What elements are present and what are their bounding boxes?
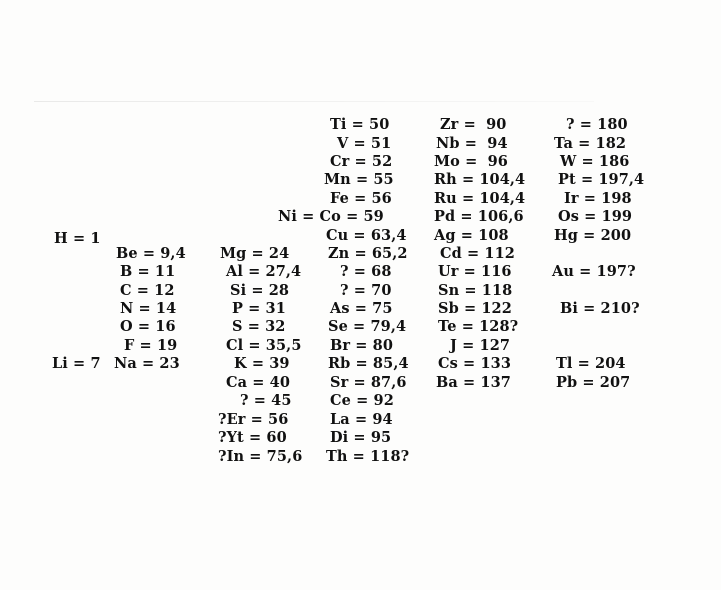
element-unknown-45: ? = 45 xyxy=(240,392,292,409)
element-se: Se = 79,4 xyxy=(328,318,407,335)
element-zn: Zn = 65,2 xyxy=(328,245,408,262)
element-ca: Ca = 40 xyxy=(226,374,291,391)
element-ce: Ce = 92 xyxy=(330,392,394,409)
element-k: K = 39 xyxy=(234,355,290,372)
element-cu: Cu = 63,4 xyxy=(326,227,407,244)
element-fe: Fe = 56 xyxy=(330,190,392,207)
element-sb: Sb = 122 xyxy=(438,300,512,317)
element-mo: Mo = 96 xyxy=(434,153,508,170)
element-pt: Pt = 197,4 xyxy=(558,171,645,188)
element-mn: Mn = 55 xyxy=(324,171,394,188)
top-rule xyxy=(34,101,594,102)
element-cl: Cl = 35,5 xyxy=(226,337,302,354)
element-w: W = 186 xyxy=(560,153,630,170)
element-s: S = 32 xyxy=(232,318,286,335)
element-zr: Zr = 90 xyxy=(440,116,507,133)
element-ba: Ba = 137 xyxy=(436,374,511,391)
element-unknown-180: ? = 180 xyxy=(566,116,628,133)
element-si: Si = 28 xyxy=(230,282,290,299)
element-be: Be = 9,4 xyxy=(116,245,186,262)
element-n: N = 14 xyxy=(120,300,177,317)
element-sn: Sn = 118 xyxy=(438,282,513,299)
element-ti: Ti = 50 xyxy=(330,116,390,133)
element-rh: Rh = 104,4 xyxy=(434,171,526,188)
element-unknown-70: ? = 70 xyxy=(340,282,392,299)
element-br: Br = 80 xyxy=(330,337,394,354)
element-th: Th = 118? xyxy=(326,448,410,465)
element-c: C = 12 xyxy=(120,282,175,299)
element-pd: Pd = 106,6 xyxy=(434,208,524,225)
element-er: ?Er = 56 xyxy=(218,411,289,428)
element-ru: Ru = 104,4 xyxy=(434,190,526,207)
element-di: Di = 95 xyxy=(330,429,392,446)
element-te: Te = 128? xyxy=(438,318,519,335)
element-cs: Cs = 133 xyxy=(438,355,512,372)
element-ag: Ag = 108 xyxy=(434,227,509,244)
element-au: Au = 197? xyxy=(552,263,636,280)
element-h: H = 1 xyxy=(54,230,101,247)
element-ir: Ir = 198 xyxy=(564,190,632,207)
element-v: V = 51 xyxy=(337,135,392,152)
element-rb: Rb = 85,4 xyxy=(328,355,409,372)
element-p: P = 31 xyxy=(232,300,286,317)
element-li: Li = 7 xyxy=(52,355,101,372)
element-al: Al = 27,4 xyxy=(226,263,302,280)
element-na: Na = 23 xyxy=(114,355,180,372)
element-tl: Tl = 204 xyxy=(556,355,626,372)
element-unknown-68: ? = 68 xyxy=(340,263,392,280)
element-cr: Cr = 52 xyxy=(330,153,393,170)
element-bi: Bi = 210? xyxy=(560,300,640,317)
element-ni-co: Ni = Co = 59 xyxy=(278,208,384,225)
element-as: As = 75 xyxy=(330,300,393,317)
element-mg: Mg = 24 xyxy=(220,245,290,262)
element-f: F = 19 xyxy=(124,337,178,354)
element-cd: Cd = 112 xyxy=(440,245,515,262)
element-os: Os = 199 xyxy=(558,208,633,225)
element-la: La = 94 xyxy=(330,411,393,428)
element-sr: Sr = 87,6 xyxy=(330,374,407,391)
element-pb: Pb = 207 xyxy=(556,374,631,391)
element-nb: Nb = 94 xyxy=(436,135,508,152)
element-j: J = 127 xyxy=(450,337,511,354)
element-b: B = 11 xyxy=(120,263,176,280)
element-hg: Hg = 200 xyxy=(554,227,632,244)
element-ur: Ur = 116 xyxy=(438,263,512,280)
element-o: O = 16 xyxy=(120,318,176,335)
element-ta: Ta = 182 xyxy=(554,135,627,152)
element-in: ?In = 75,6 xyxy=(218,448,303,465)
element-yt: ?Yt = 60 xyxy=(218,429,287,446)
